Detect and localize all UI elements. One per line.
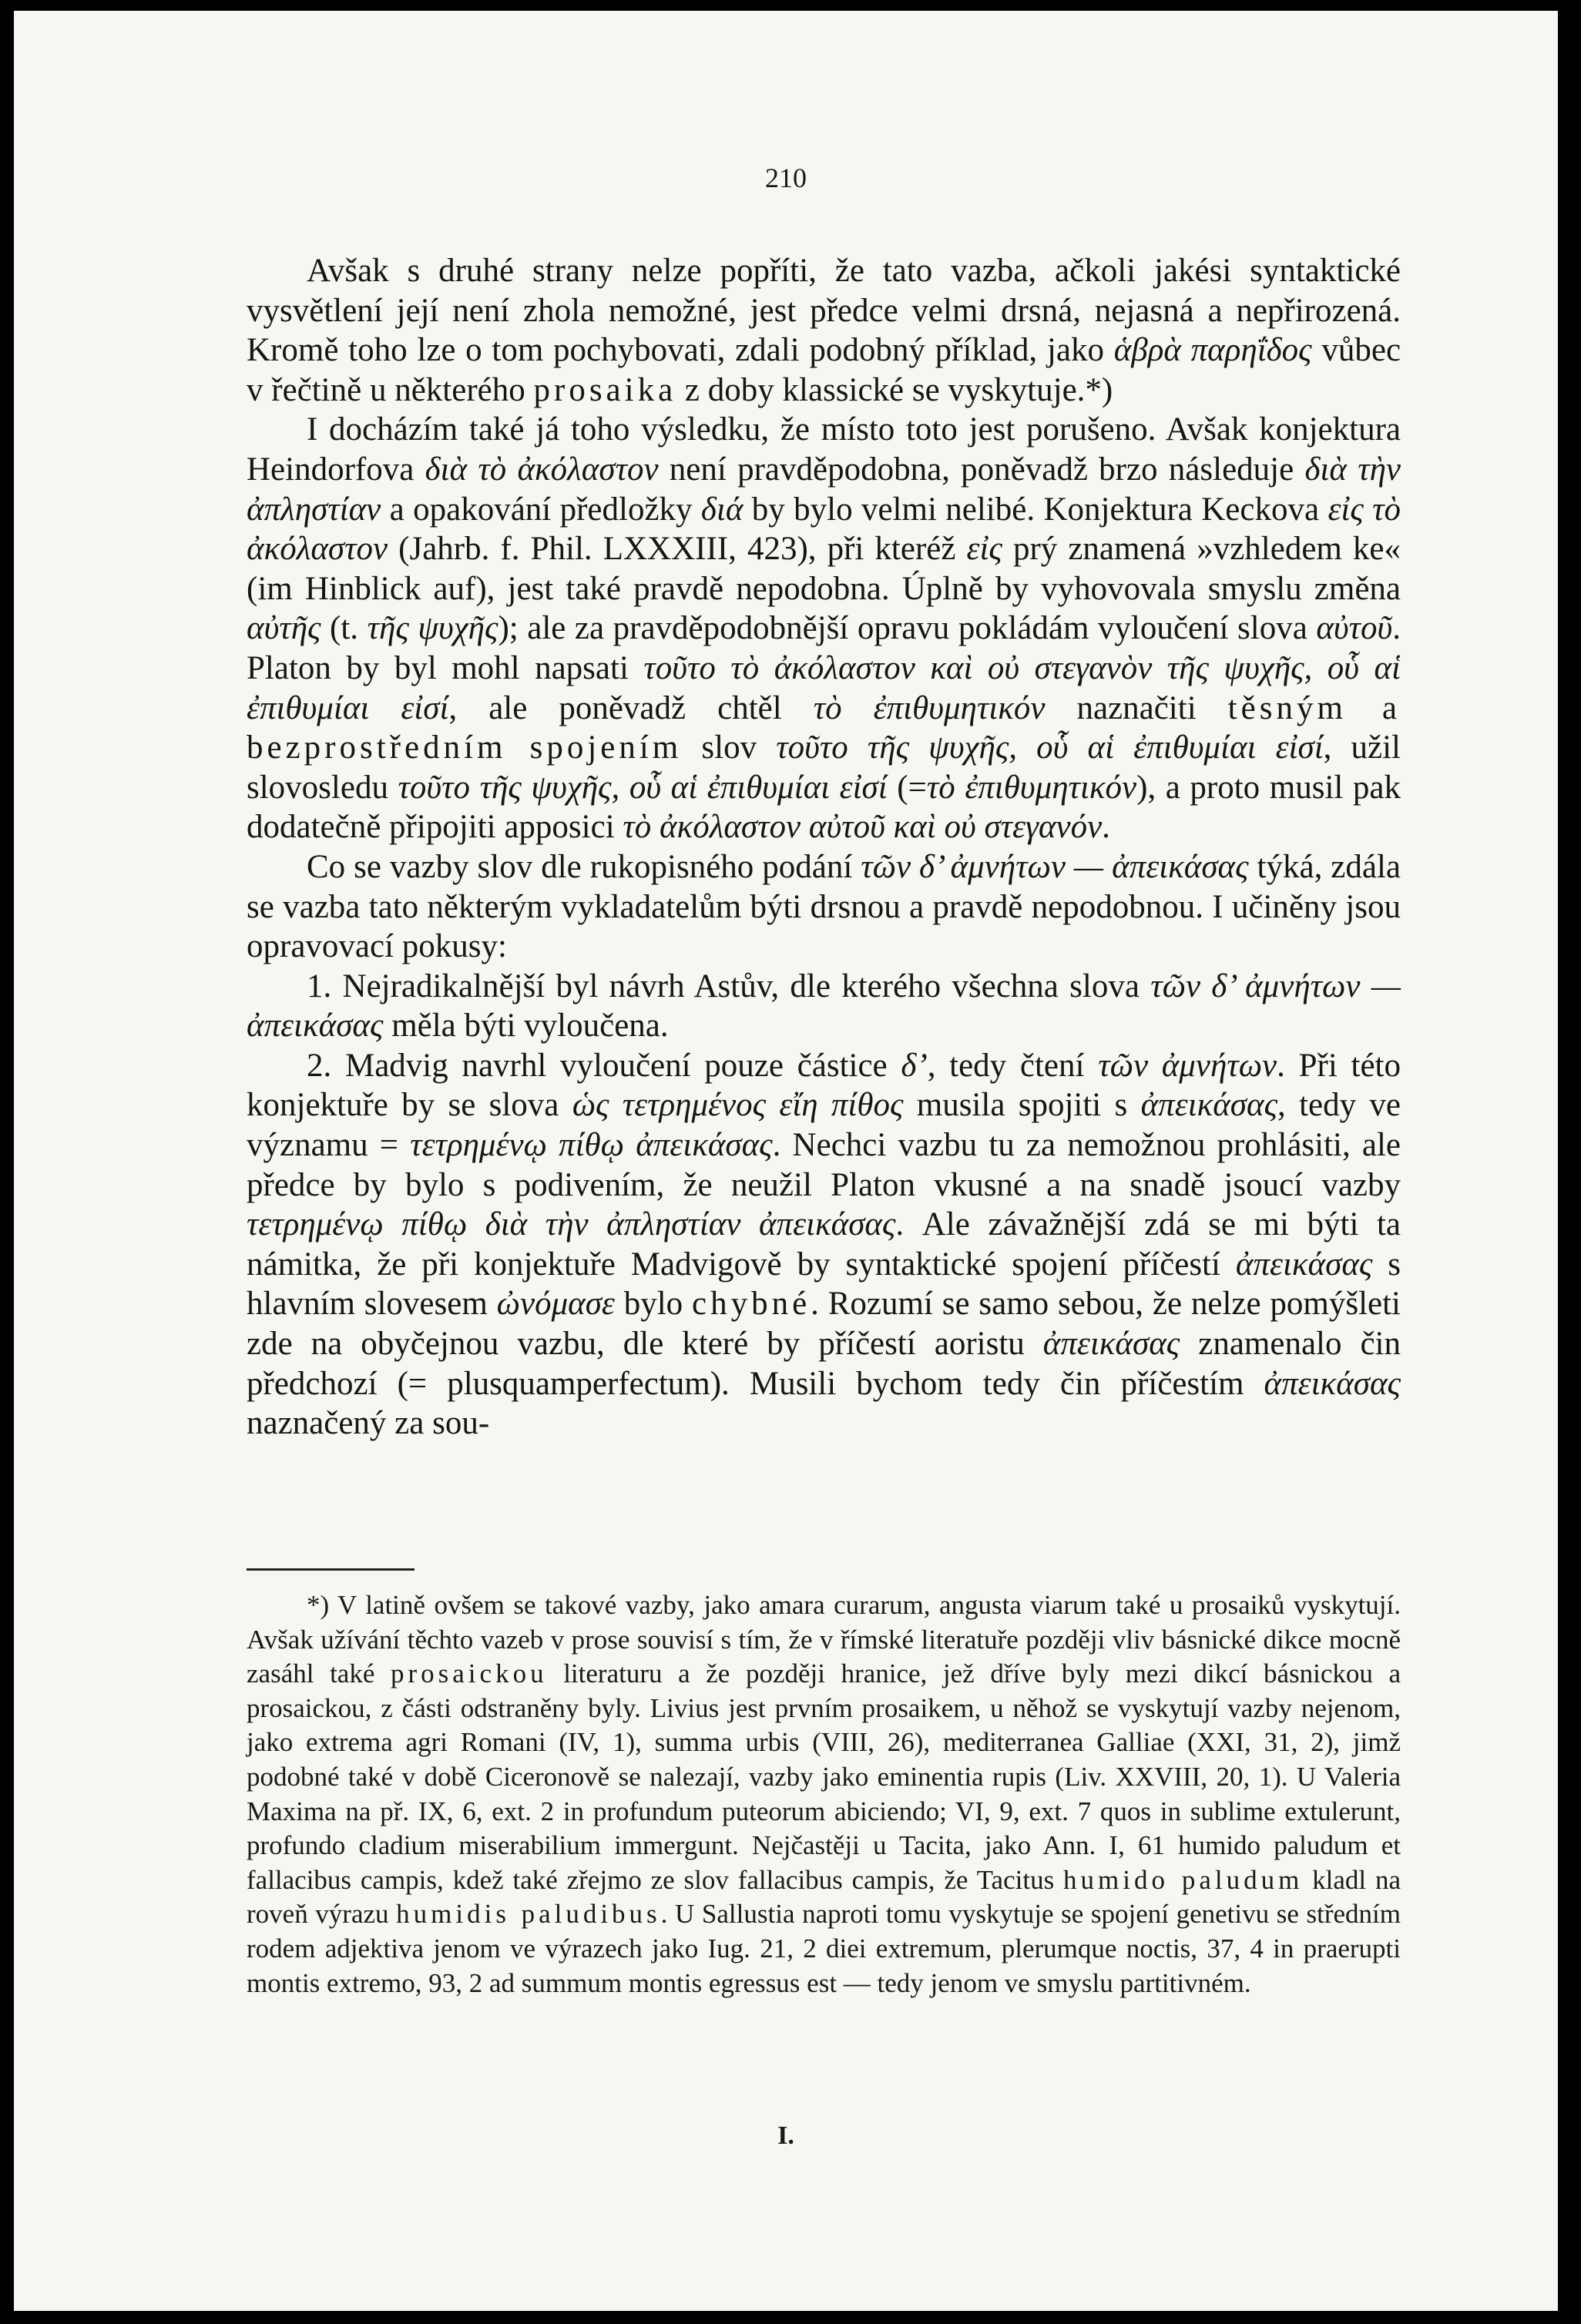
greek-phrase: τὸ ἐπιθυμητικόν xyxy=(926,769,1137,806)
footnote xyxy=(247,1588,1401,2000)
greek-phrase: τοῦτο τῆς ψυχῆς, οὗ αἱ ἐπιθυμίαι εἰσί xyxy=(776,729,1324,766)
main-text xyxy=(247,251,1401,1444)
paragraph-5: 2. Madvig navrhl vyloučení pouze částice δ’, tedy čtení τῶν ἀμνήτων. Při této konjektuře by se slova ὡς τετρημένος εἴη πίθος musila spojiti s ἀπεικάσας, tedy ve významu = τετρημένῳ πίθῳ ἀπεικάσας. Nechci vazbu tu za nemožnou prohlásiti, ale předce by bylo s podivením, že neužil Platon vkusné a na snadě jsoucí vazby τετρημένῳ πίθῳ διὰ τὴν ἀπληστίαν ἀπεικάσας. Ale závažnější zdá se mi býti ta námitka, že při konjektuře Madvigově by syntaktické spojení příčestí ἀπεικάσας s hlavním slovesem ὠνόμασε bylo chybné. Rozumí se samo sebou, že nelze pomýšleti zde na obyčejnou vazbu, dle které by příčestí aoristu ἀπεικάσας znamenalo čin předchozí (= plusquamperfectum). Musili bychom tedy čin příčestím ἀπεικάσας naznačený za sou- xyxy=(247,1047,1401,1442)
greek-phrase: τὸ ἀκόλαστον αὐτοῦ καὶ οὐ στεγανόν xyxy=(623,809,1103,846)
paragraph-3: Co se vazby slov dle rukopisného podání τῶν δ’ ἀμνήτων — ἀπεικάσας týká, zdála se vazba tato některým vykladatelům býti drsnou a pravdě nepodobnou. I učiněny jsou opravovací pokusy: xyxy=(247,848,1401,965)
spaced-emphasis: prosaika xyxy=(533,371,677,408)
greek-phrase: τετρημένῳ πίθῳ διὰ τὴν ἀπληστίαν ἀπεικάσας xyxy=(247,1206,896,1243)
spaced-emphasis: humido paludum xyxy=(1063,1864,1304,1895)
paragraph-4: 1. Nejradikalnější byl návrh Astův, dle kterého všechna slova τῶν δ’ ἀμνήτων — ἀπεικάσας měla býti vyloučena. xyxy=(247,967,1401,1045)
greek-phrase: τὸ ἐπιθυμητικόν xyxy=(813,689,1046,726)
greek-phrase: ἁβρὰ παρηΐδος xyxy=(1113,332,1312,369)
greek-phrase: αὐτοῦ xyxy=(1316,610,1393,647)
spaced-emphasis: prosaickou xyxy=(391,1658,548,1689)
greek-phrase: εἰς τὸ ἀκόλαστον xyxy=(247,491,1401,568)
greek-phrase: διὰ τὸ ἀκόλαστον xyxy=(425,451,659,488)
spaced-emphasis: těsným a bezprostředním spojením xyxy=(247,689,1401,766)
book-page xyxy=(14,11,1558,2311)
greek-phrase: ἀπεικάσας xyxy=(1264,1365,1401,1402)
greek-phrase: τῶν δ’ ἀμνήτων — ἀπεικάσας xyxy=(247,967,1401,1045)
greek-phrase: ἀπεικάσας xyxy=(1042,1326,1180,1363)
greek-phrase: ὠνόμασε xyxy=(496,1286,615,1323)
greek-phrase: ἀπεικάσας xyxy=(1140,1087,1278,1124)
footnote-text: *) V latině ovšem se takové vazby, jako amara curarum, angusta viarum také u prosaiků vyskytují. Avšak užívání těchto vazeb v prose souvisí s tím, že v římské literatuře později vliv básnické dikce mocně zasáhl také prosaickou literaturu a že později hranice, jež dříve byly mezi dikcí básnickou a prosaickou, z části odstraněny byly. Livius jest prvním prosaikem, u něhož se vyskytují vazby nejenom, jako extrema agri Romani (IV, 1), summa urbis (VIII, 26), mediterranea Galliae (XXI, 31, 2), jimž podobné také v době Ciceronově se nalezají, vazby jako eminentia rupis (Liv. XXVIII, 20, 1). U Valeria Maxima na př. IX, 6, ext. 2 in profundum puteorum abiciendo; VI, 9, ext. 7 quos in sublime extulerunt, profundo cladium miserabilium immergunt. Nejčastěji u Tacita, jako Ann. I, 61 humido paludum et fallacibus campis, kdež také zřejmo ze slov fallacibus campis, že Tacitus humido paludum kladl na roveň výrazu humidis paludibus. U Sallustia naproti tomu vyskytuje se spojení genetivu se středním rodem adjektiva jenom ve výrazech jako Iug. 21, 2 diei extremum, plerumque noctis, 37, 4 in praerupti montis extremo, 93, 2 ad summum montis egressus est — tedy jenom ve smyslu partitivném. xyxy=(247,1590,1401,1998)
greek-phrase: τοῦτο τὸ ἀκόλαστον καὶ οὐ στεγανὸν τῆς ψυχῆς, οὗ αἱ ἐπιθυμίαι εἰσί xyxy=(247,649,1401,726)
page-number: 210 xyxy=(765,163,807,193)
greek-phrase: εἰς xyxy=(966,531,1002,568)
greek-phrase: τῶν δ’ ἀμνήτων — ἀπεικάσας xyxy=(861,848,1249,885)
spaced-emphasis: chybné xyxy=(692,1286,811,1323)
footnote-rule xyxy=(247,1568,415,1571)
greek-phrase: τῆς ψυχῆς xyxy=(367,610,498,647)
greek-phrase: δ’ xyxy=(901,1047,928,1084)
greek-phrase: αὐτῆς xyxy=(247,610,321,647)
paragraph-2: I docházím také já toho výsledku, že místo toto jest porušeno. Avšak konjektura Heindorfova διὰ τὸ ἀκόλαστον není pravděpodobna, poněvadž brzo následuje διὰ τὴν ἀπληστίαν a opakování předložky διά by bylo velmi nelibé. Konjektura Keckova εἰς τὸ ἀκόλαστον (Jahrb. f. Phil. LXXXIII, 423), při kteréž εἰς prý znamená »vzhledem ke« (im Hinblick auf), jest také pravdě nepodobna. Úplně by vyhovovala smyslu změna αὐτῆς (t. τῆς ψυχῆς); ale za pravděpodobnější opravu pokládám vyloučení slova αὐτοῦ. Platon by byl mohl napsati τοῦτο τὸ ἀκόλαστον καὶ οὐ στεγανὸν τῆς ψυχῆς, οὗ αἱ ἐπιθυμίαι εἰσί, ale poněvadž chtěl τὸ ἐπιθυμητικόν naznačiti těsným a bezprostředním spojením slov τοῦτο τῆς ψυχῆς, οὗ αἱ ἐπιθυμίαι εἰσί, užil slovosledu τοῦτο τῆς ψυχῆς, οὗ αἱ ἐπιθυμίαι εἰσί (=τὸ ἐπιθυμητικόν), a proto musil pak dodatečně připojiti apposici τὸ ἀκόλαστον αὐτοῦ καὶ οὐ στεγανόν. xyxy=(247,411,1401,846)
paragraph-1: Avšak s druhé strany nelze popříti, že tato vazba, ačkoli jakési syntaktické vysvětlení její není zhola nemožné, jest předce velmi drsná, nejasná a nepřirozená. Kromě toho lze o tom pochybovati, zdali podobný příklad, jako ἁβρὰ παρηΐδος vůbec v řečtině u některého prosaika z doby klassické se vyskytuje.*) xyxy=(247,253,1401,408)
greek-phrase: τοῦτο τῆς ψυχῆς, οὗ αἱ ἐπιθυμίαι εἰσί xyxy=(398,769,888,806)
spaced-emphasis: humidis paludibus xyxy=(396,1899,661,1930)
greek-phrase: τετρημένῳ πίθῳ ἀπεικάσας xyxy=(410,1127,773,1164)
greek-phrase: ἀπεικάσας xyxy=(1235,1246,1373,1283)
greek-phrase: τῶν ἀμνήτων xyxy=(1098,1047,1277,1084)
greek-phrase: ὡς τετρημένος εἴη πίθος xyxy=(572,1087,904,1124)
signature-mark: I. xyxy=(777,2121,794,2150)
greek-phrase: διά xyxy=(700,491,744,528)
greek-phrase: διὰ τὴν ἀπληστίαν xyxy=(247,451,1401,528)
